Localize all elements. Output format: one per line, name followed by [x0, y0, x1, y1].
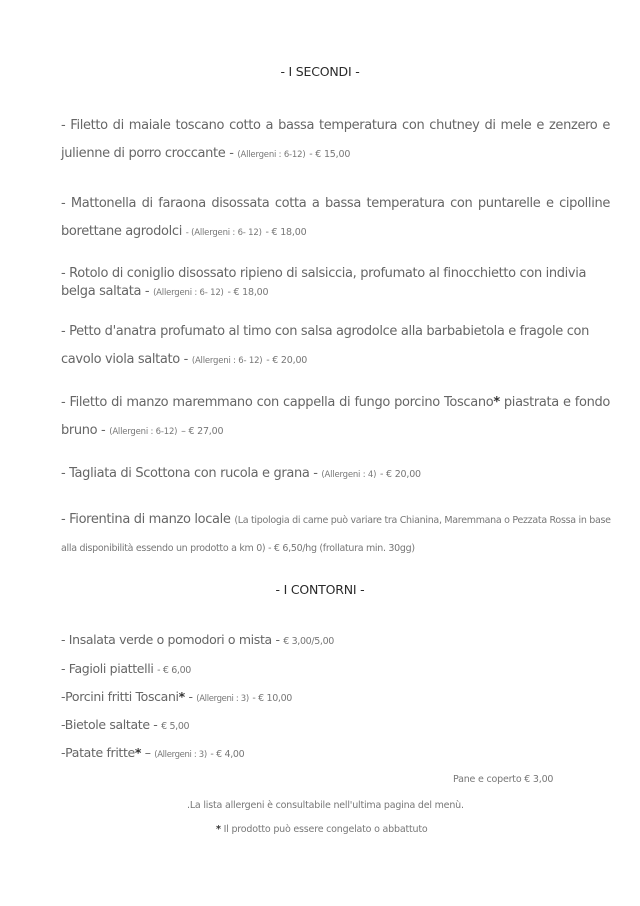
menu-item-filetto-maiale	[61, 112, 610, 169]
asterisk-icon: *	[216, 824, 221, 835]
allergens-label: (Allergeni : 6-12)	[237, 150, 306, 160]
side-name: - Fagioli piattelli	[61, 661, 158, 676]
asterisk-icon: *	[178, 689, 185, 704]
dish-name-continued: piastrata e fondo bruno -	[61, 395, 610, 438]
frozen-note-text: Il prodotto può essere congelato o abbattuto	[220, 824, 428, 835]
dish-price: – € 27,00	[181, 426, 224, 437]
allergens-label: (Allergeni : 3)	[154, 750, 207, 760]
frozen-note	[216, 824, 427, 835]
asterisk-icon: *	[134, 745, 142, 760]
side-name: - Insalata verde o pomodori o mista -	[61, 632, 280, 647]
menu-item-petto-anatra	[61, 318, 610, 375]
side-price: - € 6,00	[157, 665, 191, 676]
allergens-label: (Allergeni : 6- 12)	[191, 356, 263, 366]
side-item-bietole	[61, 717, 189, 732]
dish-name: - Fiorentina di manzo locale	[61, 512, 231, 527]
dish-name: - Tagliata di Scottona con rucola e grana -	[61, 466, 318, 481]
side-item-insalata	[61, 632, 334, 647]
side-price: € 3,00/5,00	[283, 636, 334, 647]
menu-item-mattonella-faraona	[61, 190, 610, 247]
side-price: € 5,00	[161, 721, 190, 732]
allergens-label: (Allergeni : 3)	[196, 694, 249, 704]
dish-price: - € 18,00	[265, 227, 307, 238]
dish-price: - € 18,00	[227, 287, 269, 298]
separator: –	[141, 745, 151, 760]
side-price: - € 10,00	[252, 693, 292, 704]
cover-charge: Pane e coperto € 3,00	[453, 774, 554, 785]
dish-note: (La tipologia di carne può variare tra Chianina, Maremmana o Pezzata Rossa in base	[234, 515, 611, 526]
dish-name: - Rotolo di coniglio disossato ripieno di salsiccia, profumato al finocchietto con indivia belga saltata -	[61, 266, 587, 299]
dish-price: - € 20,00	[379, 469, 421, 480]
asterisk-icon: *	[493, 395, 500, 410]
side-item-porcini	[61, 689, 292, 704]
side-name: -Porcini fritti Toscani	[61, 689, 179, 704]
section-title-secondi: - I SECONDI -	[280, 64, 360, 79]
side-item-fagioli	[61, 661, 191, 676]
menu-item-filetto-manzo	[61, 389, 610, 446]
dish-name: - Filetto di manzo maremmano con cappella di fungo porcino Toscano	[61, 395, 494, 410]
side-item-patate	[61, 745, 244, 760]
allergens-label: (Allergeni : 6-12)	[109, 427, 178, 437]
menu-item-tagliata	[61, 460, 610, 489]
menu-item-fiorentina	[61, 506, 610, 563]
dish-name: - Petto d'anatra profumato al timo con salsa agrodolce alla barbabietola e fragole con cavolo viola saltato -	[61, 324, 589, 367]
allergens-label: (Allergeni : 4)	[321, 470, 377, 480]
side-price: - € 4,00	[210, 749, 245, 760]
allergen-note: .La lista allergeni è consultabile nell'ultima pagina del menù.	[187, 800, 464, 811]
separator: -	[184, 689, 193, 704]
side-name: -Bietole saltate -	[61, 717, 158, 732]
menu-item-rotolo-coniglio	[61, 265, 610, 302]
dish-note-price: alla disponibilità essendo un prodotto a km 0) - € 6,50/hg (frollatura min. 30gg)	[61, 543, 415, 554]
section-title-contorni: - I CONTORNI -	[275, 582, 365, 597]
allergens-label: - (Allergeni : 6- 12)	[185, 228, 262, 238]
dish-price: - € 15,00	[309, 149, 351, 160]
dish-name: - Mattonella di faraona disossata cotta a bassa temperatura con puntarelle e cipolline borettane agrodolci	[61, 196, 610, 239]
dish-price: - € 20,00	[266, 355, 308, 366]
dish-name: - Filetto di maiale toscano cotto a bassa temperatura con chutney di mele e zenzero e julienne di porro croccante -	[61, 118, 610, 161]
allergens-label: (Allergeni : 6- 12)	[153, 288, 224, 298]
side-name: -Patate fritte	[61, 745, 135, 760]
